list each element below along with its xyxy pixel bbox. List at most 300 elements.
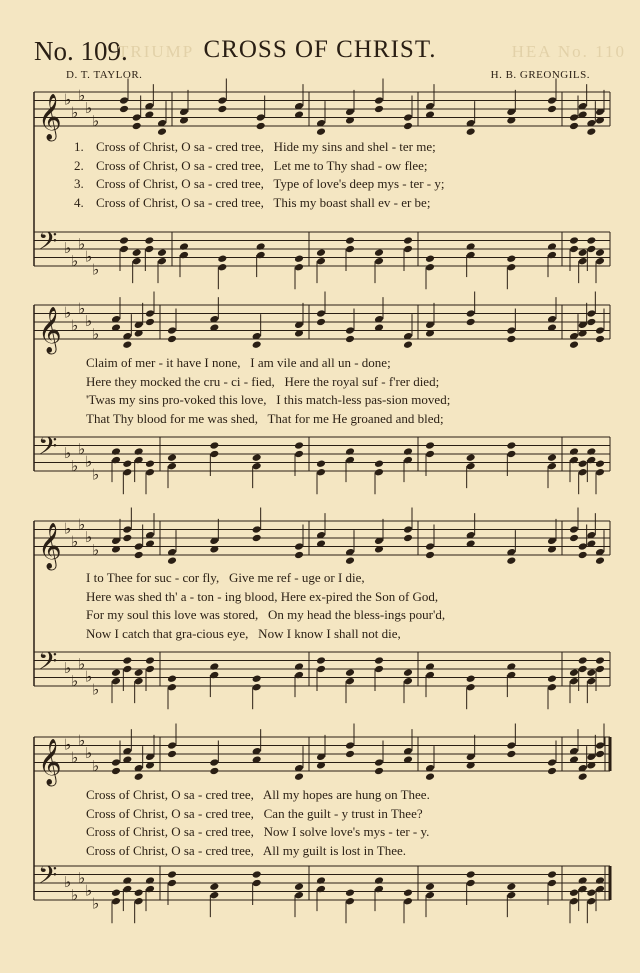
- note-head: [294, 254, 304, 263]
- note-head: [119, 245, 129, 254]
- flat-icon: ♭: [85, 669, 93, 686]
- note-head: [145, 309, 155, 318]
- note-head: [316, 656, 326, 665]
- note-head: [145, 468, 155, 477]
- note-head: [145, 318, 155, 327]
- note-head: [506, 263, 516, 272]
- bass-clef-icon: 𝄢: [38, 227, 58, 263]
- flat-icon: ♭: [78, 733, 86, 750]
- note-head: [179, 251, 189, 260]
- note-head: [547, 674, 557, 683]
- note-head: [294, 542, 304, 551]
- note-head: [547, 96, 557, 105]
- note-head: [179, 242, 189, 251]
- flat-icon: ♭: [85, 314, 93, 330]
- note-head: [506, 882, 516, 891]
- note-head: [294, 891, 304, 900]
- flat-icon: ♭: [64, 737, 72, 754]
- note-head: [144, 245, 154, 254]
- note-head: [316, 459, 326, 468]
- note-head: [209, 662, 219, 671]
- note-head: [132, 257, 142, 266]
- note-head: [374, 758, 384, 767]
- flat-icon: ♭: [85, 530, 93, 546]
- flat-icon: ♭: [64, 446, 72, 462]
- flat-icon: ♭: [92, 113, 100, 130]
- note-head: [586, 447, 596, 456]
- lyric-text: Here was shed th' a - ton - ing blood, Here ex-pired the Son of God,: [86, 588, 439, 604]
- note-head: [145, 665, 155, 674]
- flat-icon: ♭: [71, 673, 79, 690]
- note-head: [256, 122, 266, 131]
- note-head: [569, 888, 579, 897]
- note-head: [374, 105, 384, 114]
- note-head: [134, 897, 144, 906]
- note-head: [569, 113, 579, 122]
- note-head: [209, 758, 219, 767]
- note-head: [586, 318, 596, 327]
- note-head: [294, 551, 304, 560]
- lyric-text: Cross of Christ, O sa - cred tree, Let me to Thy shad - ow flee;: [96, 157, 428, 173]
- lyric-line: [74, 176, 445, 192]
- note-head: [119, 105, 129, 114]
- note-head: [425, 891, 435, 900]
- note-head: [316, 468, 326, 477]
- note-head: [403, 888, 413, 897]
- note-head: [132, 248, 142, 257]
- note-head: [134, 772, 144, 781]
- note-head: [111, 677, 121, 686]
- note-head: [569, 236, 579, 245]
- note-head: [345, 677, 355, 686]
- note-head: [345, 888, 355, 897]
- note-head: [506, 326, 516, 335]
- note-head: [466, 453, 476, 462]
- note-head: [578, 257, 588, 266]
- note-head: [466, 674, 476, 683]
- note-head: [209, 767, 219, 776]
- note-head: [578, 876, 588, 885]
- note-head: [569, 122, 579, 131]
- lyric-text: For my soul this love was stored, On my head the bless-ings pour'd,: [86, 607, 446, 622]
- note-head: [122, 876, 132, 885]
- flat-icon: ♭: [92, 896, 100, 913]
- note-head: [595, 656, 605, 665]
- lyric-line: [74, 139, 436, 155]
- note-head: [134, 542, 144, 551]
- note-head: [425, 772, 435, 781]
- note-head: [134, 551, 144, 560]
- note-head: [578, 542, 588, 551]
- note-head: [316, 876, 326, 885]
- note-head: [316, 885, 326, 894]
- note-head: [316, 318, 326, 327]
- note-head: [209, 671, 219, 680]
- note-head: [217, 96, 227, 105]
- flat-icon: ♭: [64, 661, 72, 677]
- note-head: [122, 459, 132, 468]
- note-head: [316, 127, 326, 136]
- flat-icon: ♭: [85, 249, 93, 266]
- note-head: [425, 882, 435, 891]
- note-head: [595, 876, 605, 885]
- flat-icon: ♭: [85, 746, 93, 762]
- note-head: [547, 453, 557, 462]
- note-head: [345, 897, 355, 906]
- note-head: [252, 674, 262, 683]
- note-head: [111, 888, 121, 897]
- note-head: [403, 456, 413, 465]
- flat-icon: ♭: [71, 887, 79, 904]
- note-head: [569, 245, 579, 254]
- flat-icon: ♭: [92, 682, 100, 699]
- note-head: [144, 236, 154, 245]
- lyric-text: Cross of Christ, O sa - cred tree, Now I solve love's mys - ter - y.: [86, 824, 430, 839]
- note-head: [374, 885, 384, 894]
- flat-icon: ♭: [71, 750, 79, 767]
- note-head: [547, 242, 557, 251]
- note-head: [425, 551, 435, 560]
- note-head: [345, 447, 355, 456]
- note-head: [403, 122, 413, 131]
- lyric-text: Cross of Christ, O sa - cred tree, All my hopes are hung on Thee.: [86, 787, 430, 802]
- verse-number: 2.: [74, 157, 84, 173]
- words-credit: D. T. TAYLOR.: [66, 69, 143, 81]
- flat-icon: ♭: [92, 467, 100, 484]
- note-head: [506, 450, 516, 459]
- note-head: [466, 127, 476, 136]
- flat-icon: ♭: [78, 517, 86, 534]
- note-head: [547, 462, 557, 471]
- lyric-text: Cross of Christ, O sa - cred tree, This my boast shall ev - er be;: [96, 194, 431, 210]
- note-head: [569, 668, 579, 677]
- note-head: [167, 683, 177, 692]
- note-head: [111, 668, 121, 677]
- flat-icon: ♭: [71, 253, 79, 270]
- lyric-line: [86, 392, 450, 408]
- note-head: [466, 242, 476, 251]
- note-head: [111, 447, 121, 456]
- note-head: [252, 453, 262, 462]
- note-head: [132, 122, 142, 131]
- lyric-text: Cross of Christ, O sa - cred tree, Hide my sins and shel - ter me;: [96, 139, 436, 154]
- note-head: [316, 257, 326, 266]
- note-head: [374, 767, 384, 776]
- note-head: [345, 245, 355, 254]
- note-head: [547, 767, 557, 776]
- note-head: [466, 251, 476, 260]
- flat-icon: ♭: [78, 301, 86, 318]
- note-head: [595, 468, 605, 477]
- flat-icon: ♭: [78, 88, 86, 105]
- flat-icon: ♭: [64, 305, 72, 322]
- note-head: [595, 556, 605, 565]
- note-head: [209, 450, 219, 459]
- flat-icon: ♭: [71, 534, 79, 551]
- note-head: [134, 888, 144, 897]
- note-head: [345, 456, 355, 465]
- note-head: [157, 257, 167, 266]
- note-head: [506, 750, 516, 759]
- note-head: [547, 105, 557, 114]
- note-head: [217, 263, 227, 272]
- note-head: [595, 257, 605, 266]
- note-head: [374, 459, 384, 468]
- note-head: [578, 248, 588, 257]
- lyric-line: [86, 355, 391, 371]
- note-head: [374, 257, 384, 266]
- note-head: [425, 542, 435, 551]
- note-head: [466, 870, 476, 879]
- note-head: [345, 236, 355, 245]
- note-head: [252, 683, 262, 692]
- note-head: [547, 879, 557, 888]
- note-head: [167, 335, 177, 344]
- note-head: [586, 888, 596, 897]
- flat-icon: ♭: [92, 262, 100, 279]
- note-head: [595, 665, 605, 674]
- flat-icon: ♭: [92, 758, 100, 775]
- note-head: [578, 772, 588, 781]
- note-head: [403, 668, 413, 677]
- note-head: [586, 245, 596, 254]
- note-head: [345, 750, 355, 759]
- note-head: [111, 897, 121, 906]
- lyric-line: [86, 607, 445, 623]
- note-head: [506, 441, 516, 450]
- note-head: [374, 665, 384, 674]
- note-head: [209, 891, 219, 900]
- note-head: [547, 251, 557, 260]
- note-head: [167, 750, 177, 759]
- note-head: [569, 340, 579, 349]
- note-head: [547, 758, 557, 767]
- note-head: [595, 248, 605, 257]
- note-head: [217, 254, 227, 263]
- note-head: [252, 525, 262, 534]
- note-head: [145, 885, 155, 894]
- note-head: [586, 897, 596, 906]
- note-head: [316, 309, 326, 318]
- note-head: [466, 309, 476, 318]
- note-head: [167, 741, 177, 750]
- hymn-number: No. 109.: [34, 36, 128, 66]
- flat-icon: ♭: [71, 318, 79, 335]
- note-head: [425, 254, 435, 263]
- note-head: [595, 741, 605, 750]
- note-head: [111, 456, 121, 465]
- note-head: [167, 674, 177, 683]
- note-head: [466, 462, 476, 471]
- note-head: [209, 441, 219, 450]
- note-head: [403, 340, 413, 349]
- note-head: [256, 251, 266, 260]
- note-head: [134, 447, 144, 456]
- flat-icon: ♭: [64, 875, 72, 891]
- note-head: [294, 263, 304, 272]
- note-head: [506, 671, 516, 680]
- lyric-line: [86, 570, 365, 586]
- note-head: [256, 242, 266, 251]
- note-head: [569, 677, 579, 686]
- treble-clef-icon: 𝄞: [38, 523, 62, 569]
- note-head: [167, 462, 177, 471]
- note-head: [595, 326, 605, 335]
- note-head: [595, 335, 605, 344]
- note-head: [466, 318, 476, 327]
- note-head: [374, 96, 384, 105]
- note-head: [569, 534, 579, 543]
- note-head: [122, 885, 132, 894]
- lyric-line: [86, 374, 439, 390]
- note-head: [506, 335, 516, 344]
- note-head: [569, 456, 579, 465]
- lyric-text: Cross of Christ, O sa - cred tree, Can the guilt - y trust in Thee?: [86, 805, 423, 821]
- note-head: [111, 758, 121, 767]
- music-credit: H. B. GREONGILS.: [490, 69, 590, 81]
- lyric-text: I to Thee for suc - cor fly, Give me ref - uge or I die,: [86, 570, 365, 585]
- flat-icon: ♭: [78, 441, 86, 458]
- note-head: [403, 113, 413, 122]
- note-head: [506, 741, 516, 750]
- note-head: [547, 870, 557, 879]
- note-head: [252, 534, 262, 543]
- flat-icon: ♭: [64, 92, 72, 109]
- flat-icon: ♭: [92, 326, 100, 343]
- lyric-line: [86, 824, 429, 840]
- bleed-through-text-left: TRIUMP: [118, 42, 195, 61]
- note-head: [466, 879, 476, 888]
- lyric-line: [74, 158, 428, 174]
- lyric-text: 'Twas my sins pro-voked this love, I this match-less pas-sion moved;: [86, 392, 451, 407]
- note-head: [595, 750, 605, 759]
- note-head: [403, 236, 413, 245]
- note-head: [134, 456, 144, 465]
- flat-icon: ♭: [85, 454, 93, 471]
- note-head: [252, 870, 262, 879]
- note-head: [425, 263, 435, 272]
- note-head: [256, 113, 266, 122]
- note-head: [425, 450, 435, 459]
- note-head: [294, 671, 304, 680]
- note-head: [586, 127, 596, 136]
- note-head: [119, 96, 129, 105]
- note-head: [569, 447, 579, 456]
- lyric-line: [86, 626, 401, 642]
- note-head: [167, 870, 177, 879]
- note-head: [122, 340, 132, 349]
- lyric-line: [86, 787, 430, 803]
- verse-number: 1.: [74, 139, 84, 154]
- note-head: [157, 127, 167, 136]
- note-head: [586, 309, 596, 318]
- flat-icon: ♭: [78, 870, 86, 887]
- flat-icon: ♭: [64, 521, 72, 538]
- note-head: [145, 459, 155, 468]
- note-head: [122, 665, 132, 674]
- flat-icon: ♭: [85, 883, 93, 900]
- note-head: [252, 879, 262, 888]
- note-head: [167, 326, 177, 335]
- note-head: [569, 525, 579, 534]
- note-head: [217, 105, 227, 114]
- lyric-line: [86, 411, 444, 427]
- note-head: [122, 534, 132, 543]
- note-head: [506, 254, 516, 263]
- flat-icon: ♭: [78, 656, 86, 673]
- treble-clef-icon: 𝄞: [38, 94, 62, 140]
- lyric-text: Here they mocked the cru - ci - fied, Here the royal suf - f'rer died;: [86, 373, 440, 389]
- note-head: [294, 441, 304, 450]
- lyric-text: Cross of Christ, O sa - cred tree, Type of love's deep mys - ter - y;: [96, 176, 445, 191]
- lyric-line: [86, 589, 438, 605]
- lyric-line: [86, 843, 406, 859]
- note-head: [167, 879, 177, 888]
- note-head: [374, 876, 384, 885]
- note-head: [595, 459, 605, 468]
- note-head: [578, 665, 588, 674]
- note-head: [345, 326, 355, 335]
- note-head: [145, 656, 155, 665]
- note-head: [316, 665, 326, 674]
- treble-clef-icon: 𝄞: [38, 307, 62, 353]
- note-head: [506, 556, 516, 565]
- verse-number: 3.: [74, 176, 84, 191]
- note-head: [316, 248, 326, 257]
- lyric-line: [74, 195, 430, 211]
- lyric-text: Cross of Christ, O sa - cred tree, All my guilt is lost in Thee.: [86, 842, 407, 858]
- note-head: [294, 662, 304, 671]
- note-head: [132, 113, 142, 122]
- verse-number: 4.: [74, 194, 84, 210]
- note-head: [578, 468, 588, 477]
- note-head: [294, 882, 304, 891]
- note-head: [134, 668, 144, 677]
- note-head: [403, 525, 413, 534]
- note-head: [134, 677, 144, 686]
- note-head: [578, 885, 588, 894]
- note-head: [122, 656, 132, 665]
- note-head: [209, 882, 219, 891]
- note-head: [595, 885, 605, 894]
- note-head: [252, 340, 262, 349]
- note-head: [345, 741, 355, 750]
- note-head: [403, 447, 413, 456]
- note-head: [111, 767, 121, 776]
- bass-clef-icon: 𝄢: [38, 647, 58, 683]
- note-head: [586, 668, 596, 677]
- note-head: [425, 662, 435, 671]
- bleed-through-text-right: HEA No. 110: [511, 42, 626, 61]
- hymn-title: CROSS OF CHRIST.: [203, 36, 437, 63]
- note-head: [252, 462, 262, 471]
- bass-clef-icon: 𝄢: [38, 432, 58, 468]
- note-head: [586, 456, 596, 465]
- bass-clef-icon: 𝄢: [38, 861, 58, 897]
- note-head: [145, 876, 155, 885]
- note-head: [578, 459, 588, 468]
- flat-icon: ♭: [78, 236, 86, 253]
- note-head: [586, 236, 596, 245]
- note-head: [425, 671, 435, 680]
- note-head: [403, 897, 413, 906]
- note-head: [506, 891, 516, 900]
- note-head: [586, 677, 596, 686]
- note-head: [425, 441, 435, 450]
- note-head: [345, 668, 355, 677]
- note-head: [294, 450, 304, 459]
- flat-icon: ♭: [85, 101, 93, 117]
